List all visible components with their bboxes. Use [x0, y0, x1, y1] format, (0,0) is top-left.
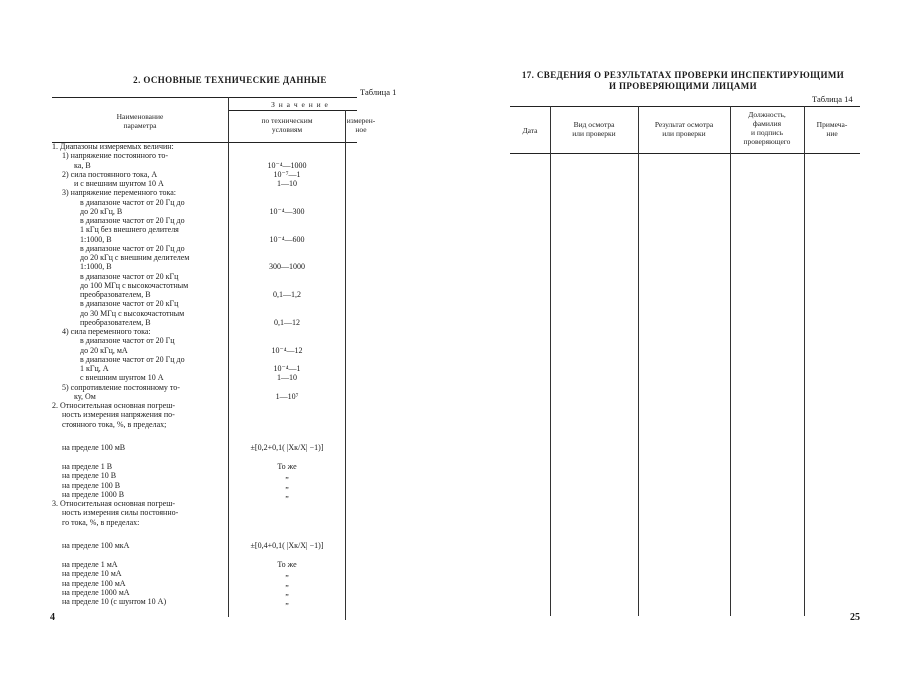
header-date: Дата [522, 126, 538, 135]
row-parameter: до 20 кГц, мА [80, 345, 128, 355]
row-value: 10⁻⁴—1000 [267, 160, 307, 170]
row-parameter: 3) напряжение переменного тока: [62, 188, 177, 198]
table-row [52, 410, 352, 419]
table-row [52, 244, 352, 253]
row-value: „ [285, 489, 289, 499]
right-col-divider-2 [638, 106, 639, 616]
table-row [52, 161, 352, 170]
left-table-label: Таблица 1 [360, 87, 397, 97]
left-value-group-rule [228, 110, 357, 111]
row-parameter: на пределе 1 мА [62, 560, 118, 569]
table-row [52, 262, 352, 271]
table-row [52, 518, 352, 527]
row-value: ±[0,4+0,1( |Хк/Х| −1)] [250, 540, 324, 550]
table-row [52, 235, 352, 244]
row-parameter: в диапазоне частот от 20 Гц до [80, 216, 185, 225]
row-value: „ [285, 471, 289, 481]
row-parameter: на пределе 10 (с шунтом 10 А) [62, 597, 167, 606]
row-parameter: 4) сила переменного тока: [62, 327, 151, 336]
header-value-group: З н а ч е н и е [271, 100, 329, 109]
row-parameter: на пределе 1000 В [62, 489, 125, 499]
row-parameter: 1. Диапазоны измеряемых величин: [52, 142, 174, 151]
row-parameter: на пределе 100 мВ [62, 442, 126, 452]
table-row [52, 499, 352, 508]
header-position: Должность, фамилия и подпись проверяющего [743, 110, 791, 146]
table-row [52, 401, 352, 410]
row-value: 1—10 [277, 373, 297, 383]
row-parameter: на пределе 100 В [62, 480, 121, 490]
row-parameter: ка, В [74, 160, 91, 170]
left-page-number: 4 [50, 612, 55, 623]
row-parameter: на пределе 10 мА [62, 569, 122, 579]
table-row [52, 170, 352, 179]
row-parameter: преобразователем, В [80, 290, 151, 299]
row-value: 300—1000 [269, 262, 305, 272]
table-row [52, 281, 352, 290]
table-row [52, 355, 352, 364]
row-parameter: ку, Ом [74, 391, 96, 401]
table-row [52, 392, 352, 401]
row-parameter: в диапазоне частот от 20 кГц [80, 299, 179, 309]
row-value: 1—10⁷ [275, 391, 299, 401]
right-page-number: 25 [850, 612, 860, 623]
row-parameter: на пределе 100 мкА [62, 540, 130, 550]
table-row [52, 373, 352, 382]
header-result: Результат осмотра или проверки [654, 120, 714, 138]
right-page [450, 0, 900, 682]
row-parameter: стоянного тока, %, в пределах; [62, 419, 167, 429]
left-table-body [52, 142, 352, 606]
row-parameter: в диапазоне частот от 20 Гц до [80, 197, 185, 207]
header-kind: Вид осмотра или проверки [572, 120, 616, 138]
row-parameter: на пределе 1 В [62, 462, 113, 471]
row-value: „ [285, 578, 289, 588]
row-parameter: ность измерения напряжения по- [62, 410, 175, 420]
table-row [52, 429, 352, 443]
row-value: 10⁻⁴—300 [269, 206, 305, 216]
row-value: „ [285, 587, 289, 597]
right-col-divider-3 [730, 106, 731, 616]
table-row [52, 336, 352, 345]
right-table-top-rule [510, 106, 860, 107]
row-parameter: 1 кГц, А [80, 364, 109, 373]
row-value: 10⁻⁴—12 [271, 345, 303, 355]
row-parameter: 1) напряжение постоянного то- [62, 151, 169, 161]
table-row [52, 225, 352, 234]
row-parameter: 1:1000, В [80, 262, 112, 272]
table-row [52, 383, 352, 392]
row-parameter: до 20 кГц, В [80, 206, 123, 216]
table-row [52, 560, 352, 569]
row-parameter: 3. Относительная основная погреш- [52, 499, 176, 508]
table-row [52, 253, 352, 262]
row-parameter: до 20 кГц с внешним делителем [80, 253, 190, 262]
row-value: 10⁻⁴—1 [273, 364, 301, 373]
row-parameter: 1:1000, В [80, 234, 112, 244]
table-row [52, 188, 352, 197]
table-row [52, 452, 352, 462]
right-table-label: Таблица 14 [812, 94, 853, 104]
left-page-title: 2. ОСНОВНЫЕ ТЕХНИЧЕСКИЕ ДАННЫЕ [133, 75, 327, 85]
row-parameter: на пределе 100 мА [62, 578, 126, 588]
table-row [52, 299, 352, 308]
row-value: 1—10 [277, 179, 297, 188]
header-measured: измерен- ное [346, 116, 376, 134]
row-value: 0,1—1,2 [273, 290, 301, 299]
table-row [52, 462, 352, 471]
right-col-divider-1 [550, 106, 551, 616]
row-parameter: с внешним шунтом 10 А [80, 373, 164, 383]
table-row [52, 569, 352, 578]
row-parameter: 5) сопротивление постоянному то- [62, 382, 180, 392]
row-parameter: до 30 МГц с высокочастотным [80, 308, 185, 318]
row-parameter: на пределе 1000 мА [62, 587, 130, 597]
row-value: 10⁻⁷—1 [273, 169, 301, 179]
table-row [52, 420, 352, 429]
row-value: ±[0,2+0,1( |Хк/Х| −1)] [250, 442, 324, 452]
table-row [52, 490, 352, 499]
table-row [52, 272, 352, 281]
row-parameter: в диапазоне частот от 20 Гц до [80, 243, 185, 253]
table-row [52, 290, 352, 299]
row-value: „ [285, 480, 289, 490]
row-parameter: 2) сила постоянного тока, А [62, 169, 158, 179]
table-row [52, 179, 352, 188]
row-parameter: в диапазоне частот от 20 Гц до [80, 354, 185, 364]
table-row [52, 142, 352, 151]
row-parameter: 1 кГц без внешнего делителя [80, 225, 179, 235]
table-row [52, 527, 352, 541]
right-header-bottom-rule [510, 153, 860, 154]
header-tech-conditions: по техническим условиям [261, 116, 313, 134]
row-value: 0,1—12 [274, 317, 300, 327]
row-parameter: в диапазоне частот от 20 Гц [80, 336, 175, 346]
row-value: То же [277, 560, 297, 569]
table-row [52, 508, 352, 517]
table-row [52, 198, 352, 207]
row-parameter: преобразователем, В [80, 317, 151, 327]
right-col-divider-4 [804, 106, 805, 616]
table-row [52, 471, 352, 480]
table-row [52, 327, 352, 336]
table-row [52, 151, 352, 160]
row-parameter: до 100 МГц с высокочастотным [80, 280, 189, 290]
table-row [52, 216, 352, 225]
row-value: „ [285, 597, 289, 606]
table-row [52, 597, 352, 606]
row-parameter: го тока, %, в пределах: [62, 517, 140, 527]
right-page-title: 17. СВЕДЕНИЯ О РЕЗУЛЬТАТАХ ПРОВЕРКИ ИНСПЕКТИРУЮЩИМИ И ПРОВЕРЯЮЩИМИ ЛИЦАМИ [521, 70, 845, 91]
row-value: „ [285, 569, 289, 579]
table-row [52, 318, 352, 327]
table-row [52, 443, 352, 452]
table-row [52, 541, 352, 550]
header-note: Примеча- ние [816, 120, 848, 138]
row-value: 10⁻⁴—600 [269, 234, 305, 244]
table-row [52, 481, 352, 490]
row-parameter: и с внешним шунтом 10 А [74, 179, 164, 188]
header-parameter-name: Наименование параметра [116, 112, 164, 130]
table-row [52, 346, 352, 355]
table-row [52, 364, 352, 373]
table-row [52, 207, 352, 216]
row-parameter: на пределе 10 В [62, 471, 117, 481]
table-row [52, 550, 352, 560]
left-table-top-rule [52, 97, 357, 98]
row-parameter: в диапазоне частот от 20 кГц [80, 271, 179, 281]
row-value: То же [277, 462, 297, 471]
table-row [52, 579, 352, 588]
table-row [52, 309, 352, 318]
row-parameter: ность измерения силы постоянно- [62, 508, 179, 518]
table-row [52, 588, 352, 597]
row-parameter: 2. Относительная основная погреш- [52, 401, 176, 410]
